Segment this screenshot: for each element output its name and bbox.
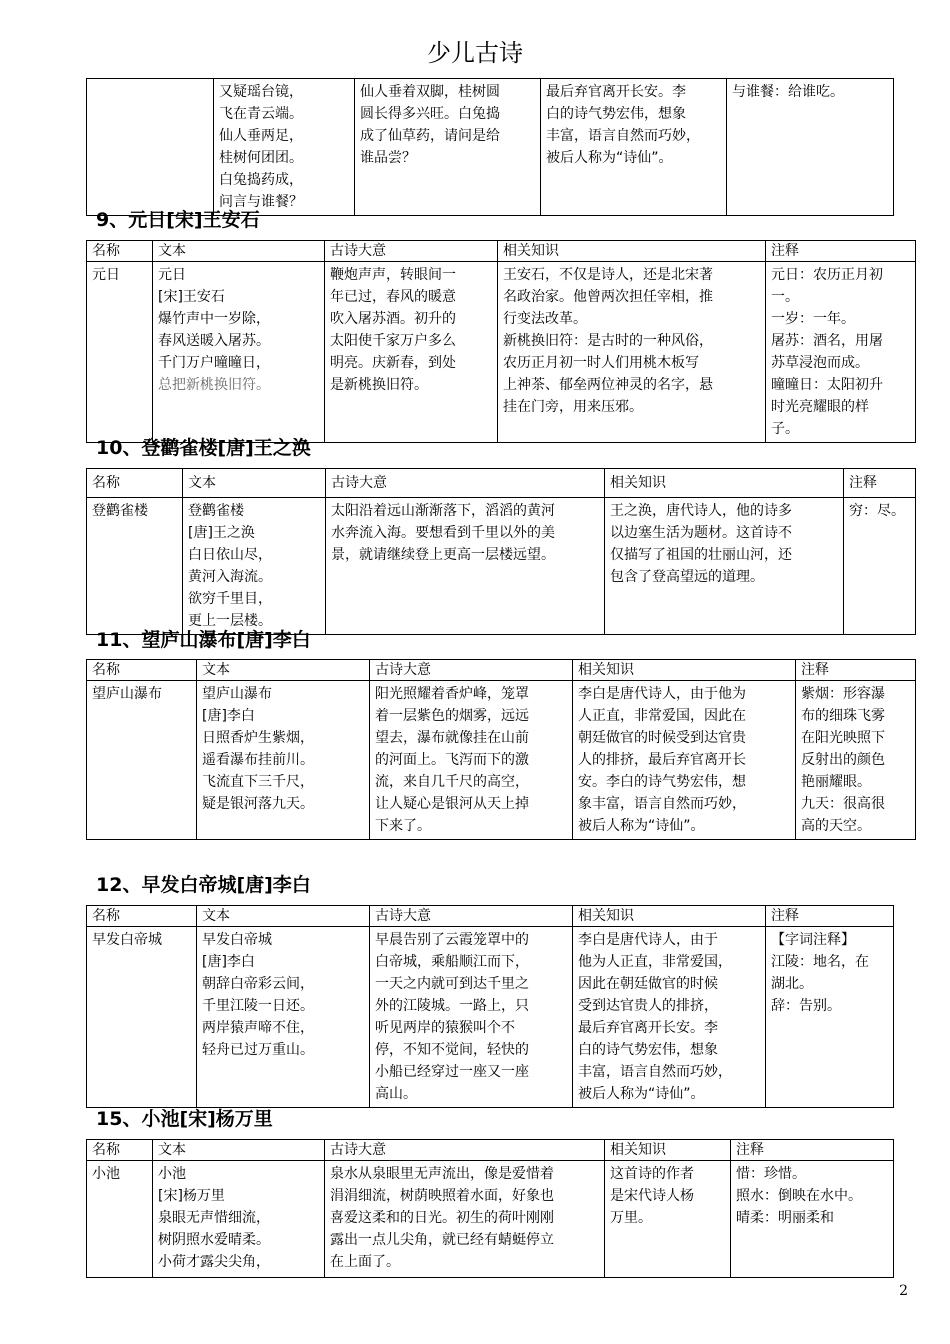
table-row xyxy=(87,1161,894,1278)
text-line: 新桃换旧符：是古时的一种风俗， xyxy=(503,333,713,349)
poem-text-cell xyxy=(153,1161,325,1278)
header-meaning: 古诗大意 xyxy=(325,241,498,262)
text-line: 涓涓细流，树荫映照着水面，好象也 xyxy=(330,1188,554,1204)
text-line: 日照香炉生紫烟， xyxy=(202,730,314,746)
text-line: 人正直，非常爱国，因此在 xyxy=(578,708,746,724)
text-line: 被后人称为“诗仙”。 xyxy=(546,150,673,166)
text-line: 爆竹声中一岁除， xyxy=(158,311,270,327)
text-line: 泉水从泉眼里无声流出，像是爱惜着 xyxy=(330,1166,554,1182)
text-line: 停，不知不觉间，轻快的 xyxy=(375,1042,529,1058)
text-line: 更上一层楼。 xyxy=(188,613,272,629)
poem-text-cell xyxy=(183,498,326,635)
text-line: 水奔流入海。要想看到千里以外的美 xyxy=(331,525,555,541)
header-row xyxy=(87,660,916,681)
text-line: 因此在朝廷做官的时候 xyxy=(578,976,718,992)
text-line: 子。 xyxy=(771,421,799,437)
text-line: 是宋代诗人杨 xyxy=(610,1188,694,1204)
text-line: 湖北。 xyxy=(771,976,813,992)
header-text: 文本 xyxy=(197,660,370,681)
header-knowledge: 相关知识 xyxy=(605,469,844,498)
section-heading-10: 10、登鹳雀楼[唐]王之涣 xyxy=(96,437,311,459)
text-line: 高山。 xyxy=(375,1086,417,1102)
text-line: 吹入屠苏酒。初升的 xyxy=(330,311,456,327)
text-line: 阳光照耀着香炉峰，笼罩 xyxy=(375,686,529,702)
header-name: 名称 xyxy=(87,660,197,681)
header-knowledge: 相关知识 xyxy=(573,660,796,681)
name-cell: 元日 xyxy=(87,262,153,443)
header-notes: 注释 xyxy=(844,469,916,498)
meaning-cell xyxy=(325,262,498,443)
text-line: 白兔捣药成， xyxy=(219,172,303,188)
text-line: 泉眼无声惜细流， xyxy=(158,1210,270,1226)
notes-cell xyxy=(731,1161,894,1278)
text-line: 上神茶、郁垒两位神灵的名字，悬 xyxy=(503,377,713,393)
header-meaning: 古诗大意 xyxy=(370,660,573,681)
text-line: 让人疑心是银河从天上掉 xyxy=(375,796,529,812)
knowledge-cell xyxy=(498,262,766,443)
header-knowledge: 相关知识 xyxy=(573,906,766,927)
page-title: 少儿古诗 xyxy=(427,39,523,67)
table-row xyxy=(87,498,916,635)
table-row xyxy=(87,681,916,840)
text-line: 在上面了。 xyxy=(330,1254,400,1270)
text-line: 树阴照水爱晴柔。 xyxy=(158,1232,270,1248)
poem-table-12 xyxy=(86,905,894,1108)
text-line: 早发白帝城 xyxy=(202,932,272,948)
text-line: 朝辞白帝彩云间， xyxy=(202,976,314,992)
text-line: 的河面上。飞泻而下的激 xyxy=(375,752,529,768)
page-number: 2 xyxy=(899,1283,908,1299)
meaning-cell xyxy=(355,79,541,216)
text-line: 一天之内就可到达千里之 xyxy=(375,976,529,992)
text-line: 又疑瑶台镜， xyxy=(219,84,303,100)
header-text: 文本 xyxy=(197,906,370,927)
text-line: 早晨告别了云霞笼罩中的 xyxy=(375,932,529,948)
header-meaning: 古诗大意 xyxy=(325,1140,605,1161)
header-meaning: 古诗大意 xyxy=(370,906,573,927)
meaning-cell xyxy=(370,681,573,840)
text-line: 曈曈日：太阳初升 xyxy=(771,377,883,393)
text-line: 黄河入海流。 xyxy=(188,569,272,585)
text-line: 成了仙草药，请问是给 xyxy=(360,128,500,144)
text-line: 外的江陵城。一路上，只 xyxy=(375,998,529,1014)
section-heading-11: 11、望庐山瀑布[唐]李白 xyxy=(96,629,311,651)
text-line: 屠苏：酒名，用屠 xyxy=(771,333,883,349)
knowledge-cell xyxy=(541,79,727,216)
text-line: 一。 xyxy=(771,289,799,305)
header-row xyxy=(87,469,916,498)
text-line: 白的诗气势宏伟，想象 xyxy=(546,106,686,122)
text-line: 【字词注释】 xyxy=(771,932,855,948)
text-line: 圆长得多兴旺。白兔捣 xyxy=(360,106,500,122)
text-line: 紫烟：形容瀑 xyxy=(801,686,885,702)
text-line: 着一层紫色的烟雾，远远 xyxy=(375,708,529,724)
poem-table-11 xyxy=(86,659,916,840)
table-row xyxy=(87,927,894,1108)
knowledge-cell xyxy=(605,1161,731,1278)
text-line: 谁品尝？ xyxy=(360,150,416,166)
notes-cell xyxy=(766,927,894,1108)
text-line: 反射出的颜色 xyxy=(801,752,885,768)
text-line: 千门万户曈曈日， xyxy=(158,355,270,371)
text-line: 望庐山瀑布 xyxy=(202,686,272,702)
text-line: 总把新桃换旧符。 xyxy=(158,377,270,393)
text-line: [唐]李白 xyxy=(202,954,255,970)
text-line: 这首诗的作者 xyxy=(610,1166,694,1182)
header-notes: 注释 xyxy=(731,1140,894,1161)
text-line: 小荷才露尖尖角， xyxy=(158,1254,270,1270)
text-line: 王之涣，唐代诗人，他的诗多 xyxy=(610,503,792,519)
text-line: 遥看瀑布挂前川。 xyxy=(202,752,314,768)
text-line: 望去，瀑布就像挂在山前 xyxy=(375,730,529,746)
text-line: 问言与谁餐？ xyxy=(219,194,303,210)
header-notes: 注释 xyxy=(796,660,916,681)
notes-cell xyxy=(766,262,916,443)
text-line: 挂在门旁，用来压邪。 xyxy=(503,399,643,415)
text-line: 以边塞生活为题材。这首诗不 xyxy=(610,525,792,541)
text-line: 他为人正直，非常爱国， xyxy=(578,954,732,970)
text-line: [宋]王安石 xyxy=(158,289,225,305)
name-cell: 小池 xyxy=(87,1161,153,1278)
text-line: 穷：尽。 xyxy=(849,503,905,519)
meaning-cell xyxy=(370,927,573,1108)
header-row xyxy=(87,241,916,262)
header-notes: 注释 xyxy=(766,906,894,927)
text-line: 春风送暖入屠苏。 xyxy=(158,333,270,349)
poem-text-cell xyxy=(153,262,325,443)
notes-cell xyxy=(844,498,916,635)
text-line: 欲穷千里目， xyxy=(188,591,272,607)
header-notes: 注释 xyxy=(766,241,916,262)
text-line: 名政治家。他曾两次担任宰相，推 xyxy=(503,289,713,305)
text-line: [唐]王之涣 xyxy=(188,525,255,541)
text-line: 最后弃官离开长安。李 xyxy=(546,84,686,100)
text-line: 江陵：地名，在 xyxy=(771,954,869,970)
text-line: 桂树何团团。 xyxy=(219,150,303,166)
meaning-cell xyxy=(325,1161,605,1278)
text-line: 行变法改革。 xyxy=(503,311,587,327)
header-row xyxy=(87,1140,894,1161)
header-knowledge: 相关知识 xyxy=(498,241,766,262)
text-line: 艳丽耀眼。 xyxy=(801,774,871,790)
text-line: 疑是银河落九天。 xyxy=(202,796,314,812)
text-line: [唐]李白 xyxy=(202,708,255,724)
poem-table-15 xyxy=(86,1139,894,1278)
text-line: 太阳使千家万户多么 xyxy=(330,333,456,349)
text-line: 李白是唐代诗人，由于 xyxy=(578,932,718,948)
text-line: 小池 xyxy=(158,1166,186,1182)
text-line: 最后弃官离开长安。李 xyxy=(578,1020,718,1036)
text-line: 李白是唐代诗人，由于他为 xyxy=(578,686,746,702)
header-text: 文本 xyxy=(153,1140,325,1161)
poem-text-cell xyxy=(197,927,370,1108)
text-line: 被后人称为“诗仙”。 xyxy=(578,818,705,834)
text-line: 一岁：一年。 xyxy=(771,311,855,327)
header-name: 名称 xyxy=(87,241,153,262)
table-row xyxy=(87,262,916,443)
text-line: 流，来自几千尺的高空， xyxy=(375,774,529,790)
text-line: 丰富，语言自然而巧妙， xyxy=(578,1064,732,1080)
text-line: 辞：告别。 xyxy=(771,998,841,1014)
text-line: 人的排挤，最后弃官离开长 xyxy=(578,752,746,768)
knowledge-cell xyxy=(573,681,796,840)
text-line: 象丰富，语言自然而巧妙， xyxy=(578,796,746,812)
notes-cell xyxy=(796,681,916,840)
text-line: 是新桃换旧符。 xyxy=(330,377,428,393)
header-row xyxy=(87,906,894,927)
text-line: 晴柔：明丽柔和 xyxy=(736,1210,834,1226)
poem-text-cell xyxy=(197,681,370,840)
text-line: 元日：农历正月初 xyxy=(771,267,883,283)
text-line: 两岸猿声啼不住， xyxy=(202,1020,314,1036)
header-meaning: 古诗大意 xyxy=(326,469,605,498)
text-line: 飞流直下三千尺， xyxy=(202,774,314,790)
text-line: 太阳沿着远山渐渐落下，滔滔的黄河 xyxy=(331,503,555,519)
poem-table-continued xyxy=(86,78,894,216)
text-line: 飞在青云端。 xyxy=(219,106,303,122)
name-cell: 早发白帝城 xyxy=(87,927,197,1108)
text-line: 白日依山尽， xyxy=(188,547,272,563)
header-text: 文本 xyxy=(183,469,326,498)
text-line: 仙人垂着双脚，桂树圆 xyxy=(360,84,500,100)
notes-cell xyxy=(727,79,894,216)
table-row xyxy=(87,79,894,216)
name-cell: 登鹳雀楼 xyxy=(87,498,183,635)
header-text: 文本 xyxy=(153,241,325,262)
text-line: 农历正月初一时人们用桃木板写 xyxy=(503,355,699,371)
text-line: 露出一点儿尖角，就已经有蜻蜓停立 xyxy=(330,1232,554,1248)
text-line: 白帝城，乘船顺江而下， xyxy=(375,954,529,970)
text-line: 年已过，春风的暖意 xyxy=(330,289,456,305)
text-line: 惜：珍惜。 xyxy=(736,1166,806,1182)
text-line: 鞭炮声声，转眼间一 xyxy=(330,267,456,283)
text-line: 明亮。庆新春，到处 xyxy=(330,355,456,371)
poem-table-10 xyxy=(86,468,916,635)
text-line: 时光亮耀眼的样 xyxy=(771,399,869,415)
text-line: 九天：很高很 xyxy=(801,796,885,812)
text-line: 布的细珠飞雾 xyxy=(801,708,885,724)
text-line: 仙人垂两足， xyxy=(219,128,303,144)
section-heading-12: 12、早发白帝城[唐]李白 xyxy=(96,874,311,896)
text-line: 包含了登高望远的道理。 xyxy=(610,569,764,585)
text-line: 小船已经穿过一座又一座 xyxy=(375,1064,529,1080)
text-line: 万里。 xyxy=(610,1210,652,1226)
text-line: 仅描写了祖国的壮丽山河，还 xyxy=(610,547,792,563)
text-line: 受到达官贵人的排挤， xyxy=(578,998,718,1014)
name-cell xyxy=(87,79,214,216)
knowledge-cell xyxy=(573,927,766,1108)
text-line: 下来了。 xyxy=(375,818,431,834)
text-line: 被后人称为“诗仙”。 xyxy=(578,1086,705,1102)
knowledge-cell xyxy=(605,498,844,635)
text-line: 安。李白的诗气势宏伟，想 xyxy=(578,774,746,790)
text-line: [宋]杨万里 xyxy=(158,1188,225,1204)
text-line: 朝廷做官的时候受到达官贵 xyxy=(578,730,746,746)
text-line: 白的诗气势宏伟，想象 xyxy=(578,1042,718,1058)
name-cell: 望庐山瀑布 xyxy=(87,681,197,840)
text-line: 听见两岸的猿猴叫个不 xyxy=(375,1020,515,1036)
poem-table-9 xyxy=(86,240,916,443)
text-line: 高的天空。 xyxy=(801,818,871,834)
text-line: 千里江陵一日还。 xyxy=(202,998,314,1014)
text-line: 与谁餐：给谁吃。 xyxy=(732,84,844,100)
section-heading-15: 15、小池[宋]杨万里 xyxy=(96,1108,273,1130)
text-line: 登鹳雀楼 xyxy=(188,503,244,519)
poem-text-cell xyxy=(214,79,355,216)
text-line: 丰富，语言自然而巧妙， xyxy=(546,128,700,144)
text-line: 景，就请继续登上更高一层楼远望。 xyxy=(331,547,555,563)
header-knowledge: 相关知识 xyxy=(605,1140,731,1161)
text-line: 在阳光映照下 xyxy=(801,730,885,746)
text-line: 轻舟已过万重山。 xyxy=(202,1042,314,1058)
text-line: 王安石，不仅是诗人，还是北宋著 xyxy=(503,267,713,283)
text-line: 喜爱这柔和的日光。初生的荷叶刚刚 xyxy=(330,1210,554,1226)
header-name: 名称 xyxy=(87,906,197,927)
section-heading-9: 9、元日[宋]王安石 xyxy=(96,209,260,231)
header-name: 名称 xyxy=(87,1140,153,1161)
text-line: 元日 xyxy=(158,267,186,283)
header-name: 名称 xyxy=(87,469,183,498)
meaning-cell xyxy=(326,498,605,635)
text-line: 照水：倒映在水中。 xyxy=(736,1188,862,1204)
text-line: 苏草浸泡而成。 xyxy=(771,355,869,371)
